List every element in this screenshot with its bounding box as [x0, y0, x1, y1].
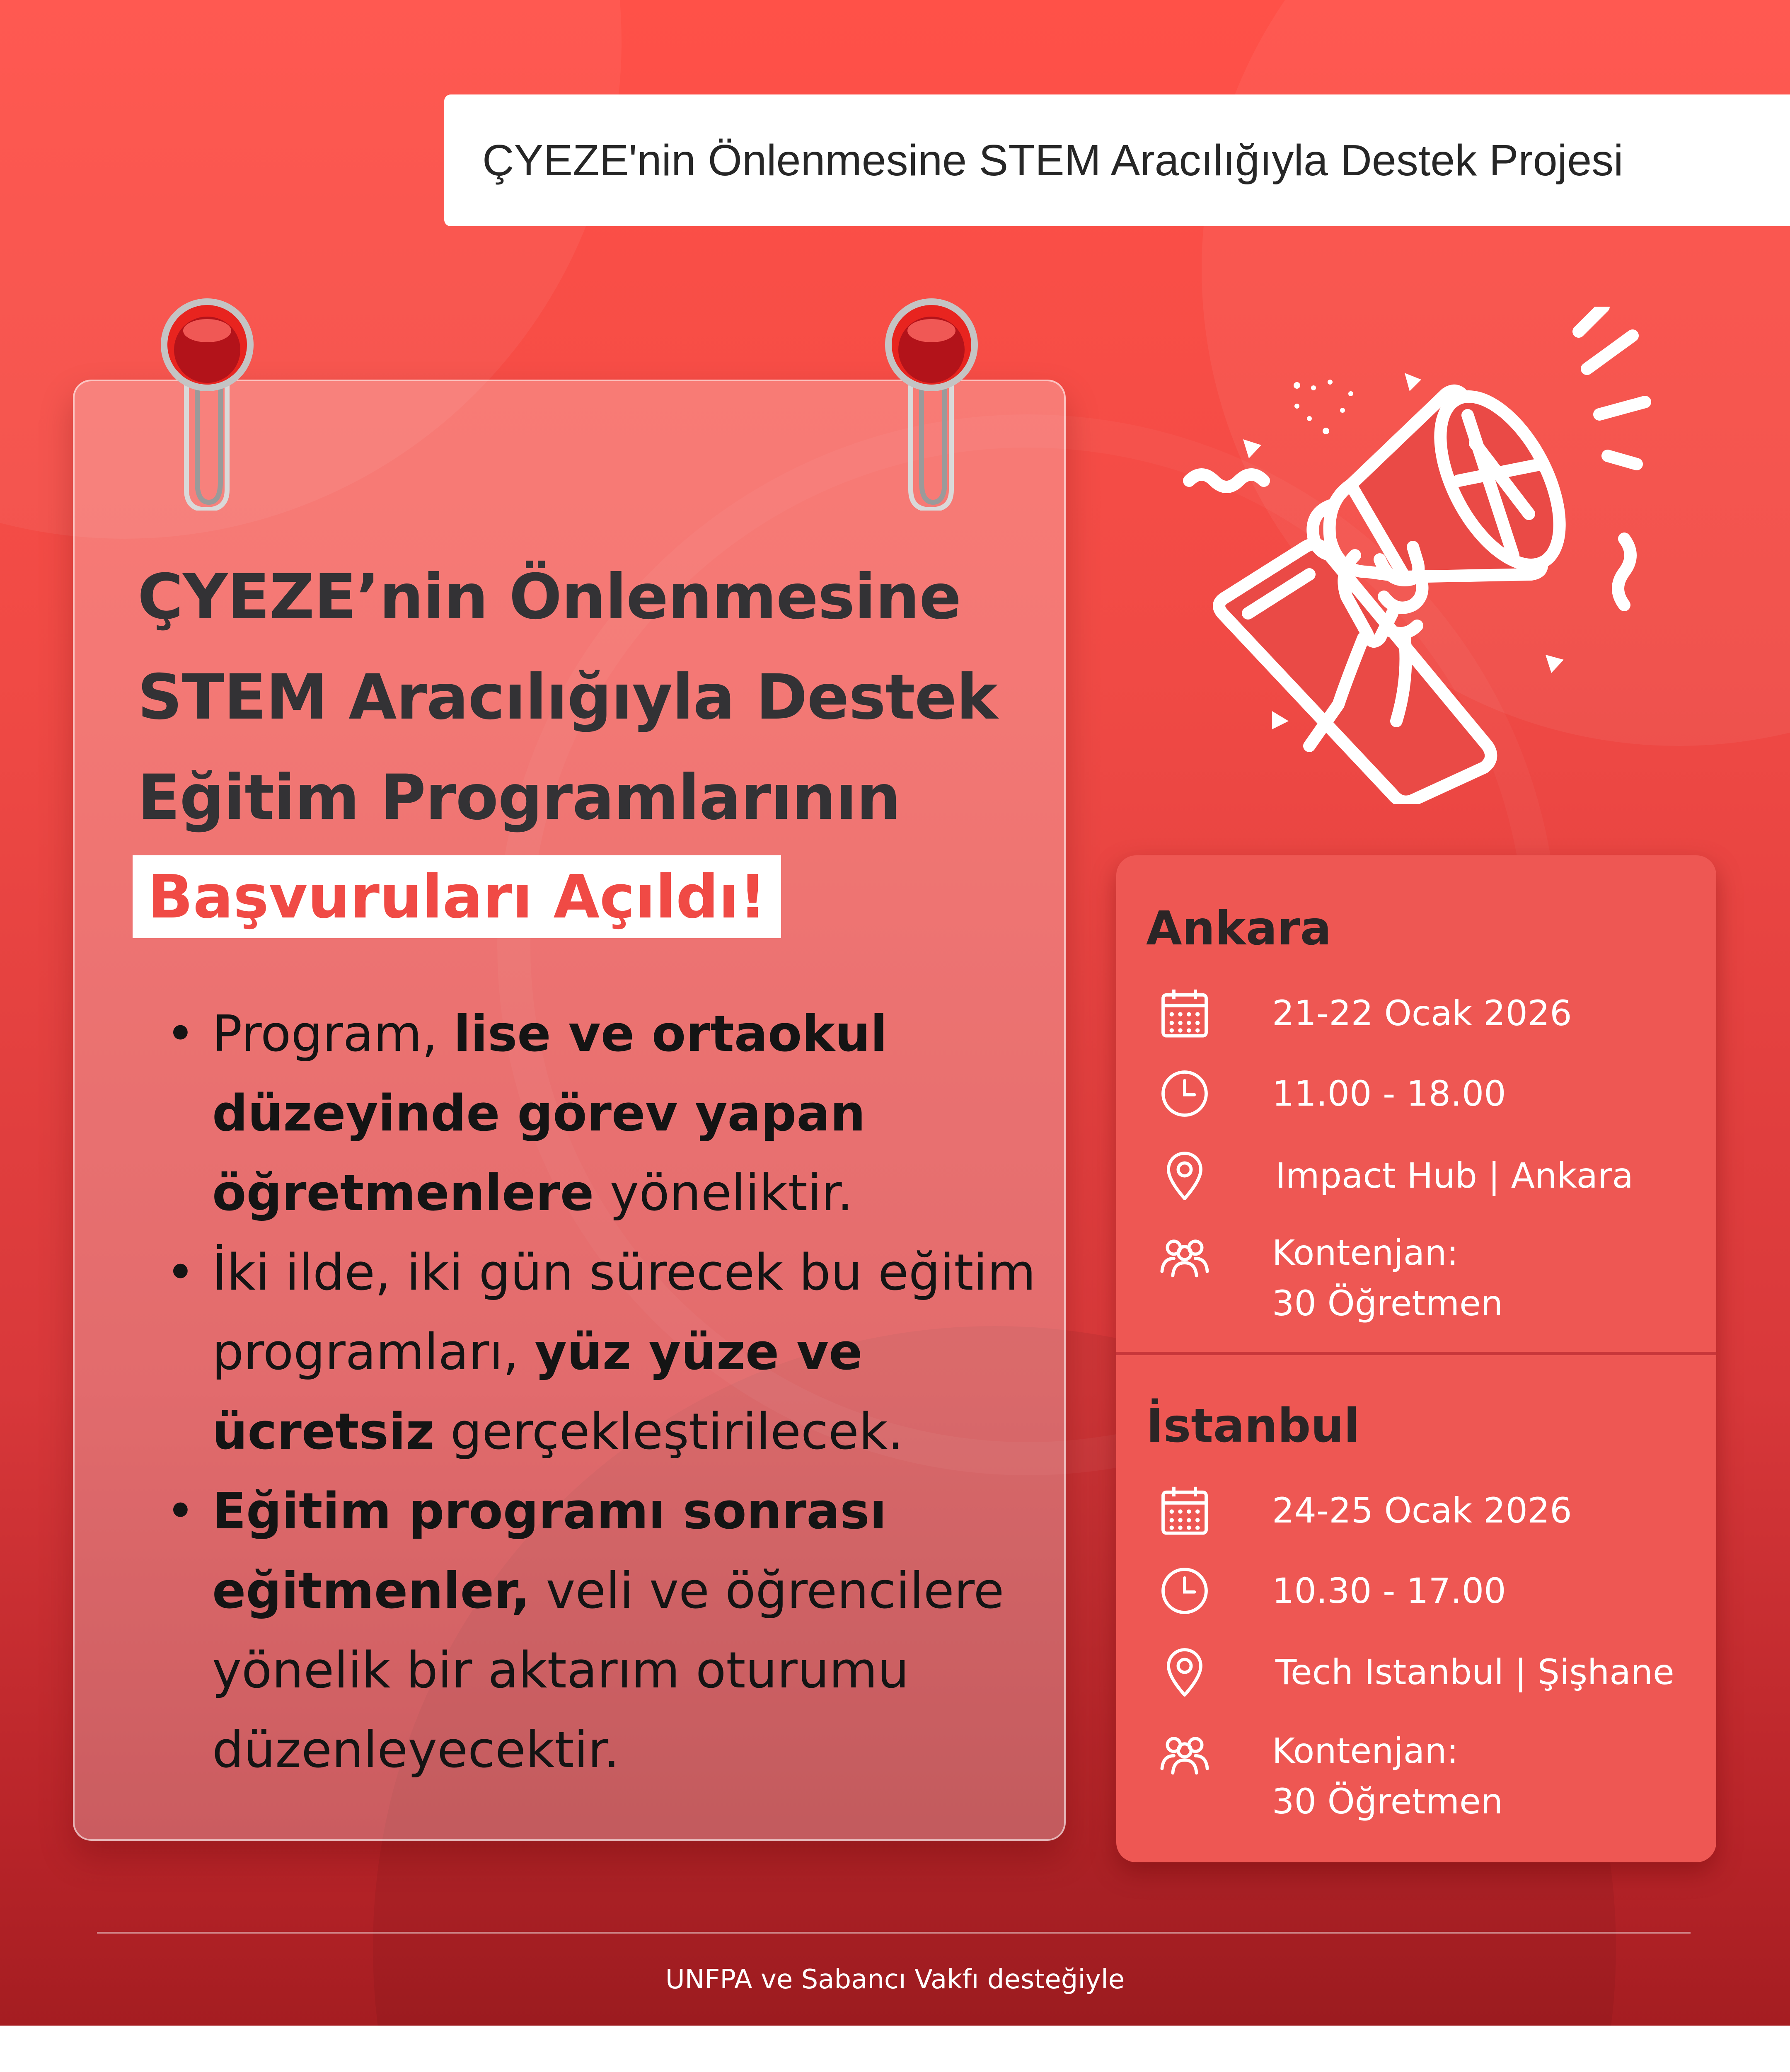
headline [138, 547, 1057, 848]
support-credit: UNFPA ve Sabancı Vakfı desteğiyle [665, 1964, 1125, 1995]
push-pin-icon [882, 295, 981, 511]
partner-logos [0, 2026, 1790, 2072]
bullet-text: İki ilde, iki gün sürecek bu eğitim programları, [212, 1244, 1036, 1381]
project-title: ÇYEZE'nin Önlenmesine STEM Aracılığıyla Destek Projesi [482, 136, 1623, 185]
headline-line: STEM Aracılığıyla Destek [138, 661, 997, 733]
program-bullet [116, 1233, 1052, 1472]
location-pin-icon [1158, 1148, 1212, 1202]
calendar-icon [1158, 986, 1212, 1040]
event-time: 10.30 - 17.00 [1272, 1571, 1506, 1611]
panel-divider [1116, 1352, 1716, 1355]
bullet-text-bold: yüz yüze ve ücretsiz [212, 1324, 863, 1461]
location-pin-icon [1158, 1644, 1212, 1698]
event-date: 21-22 Ocak 2026 [1272, 993, 1572, 1034]
event-venue: Impact Hub | Ankara [1275, 1155, 1633, 1196]
headline-line: ÇYEZE’nin Önlenmesine [138, 561, 961, 633]
megaphone-phone-icon [1173, 307, 1670, 804]
bullet-text: yöneliktir. [594, 1164, 853, 1222]
event-quota-value: 30 Öğretmen [1272, 1781, 1503, 1822]
program-bullet-list [116, 995, 1052, 1790]
event-date: 24-25 Ocak 2026 [1272, 1490, 1572, 1531]
event-time: 11.00 - 18.00 [1272, 1073, 1506, 1114]
bullet-text: Program, [212, 1005, 454, 1063]
clock-icon [1158, 1067, 1212, 1121]
bullet-text-bold: lise ve ortaokul düzeyinde görev yapan öğretmenlere [212, 1005, 888, 1222]
event-quota-label: Kontenjan: [1272, 1731, 1459, 1771]
bullet-text: gerçekleştirilecek. [434, 1403, 904, 1461]
event-quota-label: Kontenjan: [1272, 1232, 1459, 1273]
applications-open-label: Başvuruları Açıldı! [133, 855, 781, 938]
project-banner [444, 94, 1790, 226]
announcement-card [73, 380, 1066, 1841]
event-quota-value: 30 Öğretmen [1272, 1283, 1503, 1324]
program-bullet [116, 995, 1052, 1233]
program-bullet [116, 1472, 1052, 1790]
bullet-text-bold: Eğitim programı sonrası eğitmenler, [212, 1483, 887, 1620]
people-icon [1158, 1228, 1212, 1282]
footer-divider [97, 1932, 1691, 1934]
event-venue: Tech Istanbul | Şişhane [1275, 1652, 1674, 1692]
city-istanbul: İstanbul [1146, 1399, 1360, 1453]
bullet-text: veli ve öğrencilere yönelik bir aktarım oturumu düzenleyecektir. [212, 1562, 1004, 1779]
calendar-icon [1158, 1484, 1212, 1537]
people-icon [1158, 1726, 1212, 1779]
push-pin-icon [157, 295, 257, 511]
event-locations-panel [1116, 855, 1716, 1862]
city-ankara: Ankara [1146, 902, 1332, 956]
headline-line: Eğitim Programlarının [138, 762, 900, 834]
clock-icon [1158, 1564, 1212, 1618]
